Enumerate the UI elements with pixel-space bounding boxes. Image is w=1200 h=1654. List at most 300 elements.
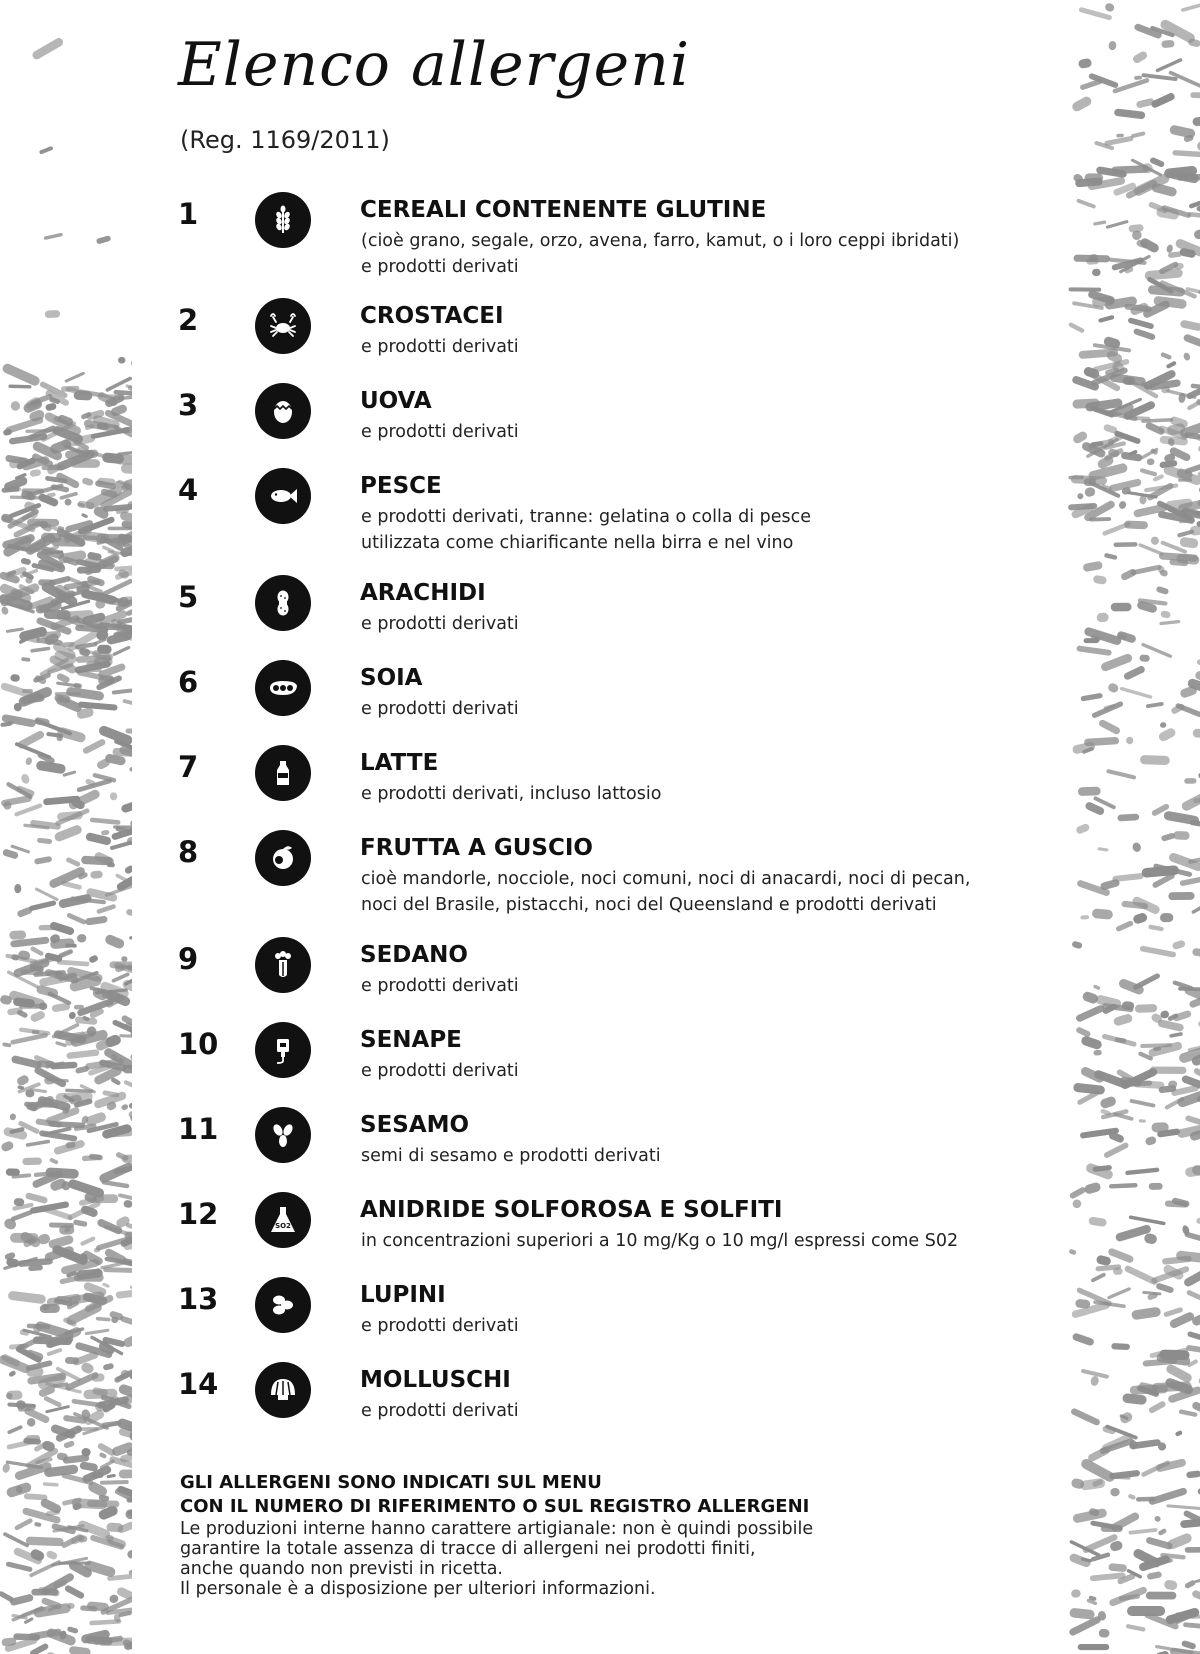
texture-stroke <box>1160 352 1172 360</box>
allergen-name: PESCE <box>360 473 442 499</box>
texture-stroke <box>1108 1586 1148 1607</box>
texture-stroke <box>3 1532 30 1548</box>
texture-stroke <box>1080 915 1089 920</box>
texture-stroke <box>1070 1407 1101 1426</box>
description-line: e prodotti derivati <box>361 1401 519 1421</box>
texture-stroke <box>1172 939 1187 950</box>
texture-stroke <box>1084 737 1119 746</box>
texture-stroke <box>1166 361 1177 370</box>
texture-stroke <box>1192 948 1200 960</box>
texture-stroke <box>58 1562 90 1565</box>
allergen-number: 10 <box>178 1027 219 1061</box>
texture-stroke <box>1157 727 1177 743</box>
texture-stroke <box>1078 58 1092 69</box>
svg-text:SO2: SO2 <box>275 1222 291 1230</box>
texture-stroke <box>1075 823 1090 835</box>
texture-stroke <box>1080 1035 1103 1051</box>
texture-stroke <box>1128 1528 1157 1535</box>
lupin-icon <box>255 1277 311 1333</box>
texture-stroke <box>1103 1142 1129 1159</box>
texture-stroke <box>1179 1409 1198 1417</box>
texture-stroke <box>1139 1119 1146 1123</box>
texture-stroke <box>1116 134 1124 138</box>
allergen-item <box>0 303 1050 393</box>
texture-stroke <box>1155 1282 1174 1293</box>
footer-note <box>180 1471 1000 1599</box>
texture-stroke <box>1071 95 1093 113</box>
footer-text: garantire la totale assenza di tracce di allergeni nei prodotti finiti, <box>180 1539 756 1559</box>
description-line: utilizzata come chiarificante nella birra e nel vino <box>361 533 794 553</box>
texture-stroke <box>67 1626 79 1634</box>
description-line: in concentrazioni superiori a 10 mg/Kg o 10 mg/l espressi come S02 <box>361 1231 959 1251</box>
texture-stroke <box>79 1461 98 1472</box>
description-line: e prodotti derivati <box>361 1061 519 1081</box>
texture-stroke <box>1069 287 1102 291</box>
texture-stroke <box>1108 1563 1127 1572</box>
texture-stroke <box>1109 1183 1138 1189</box>
texture-stroke <box>1129 1215 1166 1225</box>
texture-stroke <box>1140 755 1170 765</box>
texture-stroke <box>64 1584 86 1600</box>
texture-stroke <box>1148 924 1164 931</box>
texture-stroke <box>1091 701 1124 719</box>
texture-stroke <box>1118 500 1128 510</box>
allergen-number: 1 <box>178 197 199 231</box>
description-line: e prodotti derivati <box>361 699 519 719</box>
texture-stroke <box>1111 603 1132 612</box>
texture-stroke <box>1163 1579 1177 1591</box>
description-line: (cioè grano, segale, orzo, avena, farro, kamut, o i loro ceppi ibridati) <box>361 231 960 251</box>
texture-stroke <box>1076 198 1096 209</box>
texture-stroke <box>1110 1511 1141 1532</box>
texture-stroke <box>1113 1013 1134 1027</box>
allergen-number: 14 <box>178 1367 219 1401</box>
allergen-description <box>361 973 1041 999</box>
texture-stroke <box>14 1518 34 1531</box>
allergen-item <box>0 942 1050 1032</box>
texture-stroke <box>1114 1037 1126 1044</box>
celery-icon <box>255 937 311 993</box>
texture-stroke <box>1107 1247 1134 1264</box>
texture-stroke <box>1157 1528 1167 1536</box>
allergen-name: SOIA <box>360 665 423 691</box>
footer-heading: GLI ALLERGENI SONO INDICATI SUL MENU <box>180 1472 602 1493</box>
texture-stroke <box>1071 1589 1081 1598</box>
description-line: e prodotti derivati <box>361 976 519 996</box>
texture-stroke <box>31 36 65 60</box>
allergen-number: 9 <box>178 942 199 976</box>
texture-stroke <box>1080 1478 1106 1491</box>
texture-stroke <box>1147 1571 1163 1580</box>
texture-stroke <box>1108 40 1117 50</box>
texture-stroke <box>39 146 54 155</box>
texture-stroke <box>1161 832 1176 842</box>
texture-stroke <box>1104 553 1118 560</box>
texture-stroke <box>1122 1393 1147 1405</box>
texture-stroke <box>1133 328 1156 341</box>
allergen-description <box>361 1398 1041 1424</box>
texture-stroke <box>1185 1547 1200 1553</box>
allergen-number: 4 <box>178 473 199 507</box>
texture-stroke <box>1180 793 1200 813</box>
texture-stroke <box>1132 912 1148 925</box>
texture-stroke <box>1187 1331 1200 1347</box>
texture-stroke <box>1068 1249 1076 1256</box>
texture-stroke <box>1160 722 1167 728</box>
allergen-description <box>361 504 1041 556</box>
texture-stroke <box>2 1463 11 1474</box>
texture-stroke <box>107 1474 117 1479</box>
texture-stroke <box>1088 1216 1107 1227</box>
texture-stroke <box>1136 1497 1156 1502</box>
texture-stroke <box>1150 92 1176 109</box>
allergen-name: ARACHIDI <box>360 580 486 606</box>
texture-stroke <box>1165 1607 1200 1625</box>
allergen-number: 11 <box>178 1112 219 1146</box>
texture-stroke <box>128 1563 132 1575</box>
texture-stroke <box>1196 140 1200 152</box>
texture-stroke <box>1085 173 1104 182</box>
description-line: e prodotti derivati <box>361 257 519 277</box>
peanut-icon <box>255 575 311 631</box>
texture-stroke <box>1159 620 1180 625</box>
texture-stroke <box>1184 1579 1196 1589</box>
texture-stroke <box>1093 575 1108 585</box>
texture-stroke <box>1163 1307 1183 1318</box>
texture-stroke <box>1183 352 1192 362</box>
texture-stroke <box>1175 1430 1183 1437</box>
texture-stroke <box>1103 423 1118 434</box>
crab-icon <box>255 298 311 354</box>
texture-stroke <box>1168 1081 1177 1089</box>
texture-stroke <box>9 1593 34 1606</box>
soy-pod-icon <box>255 660 311 716</box>
texture-stroke <box>1077 492 1085 499</box>
texture-stroke <box>1120 568 1137 582</box>
texture-stroke <box>1076 645 1112 656</box>
texture-stroke <box>1160 610 1171 619</box>
texture-stroke <box>1193 729 1200 738</box>
texture-stroke <box>1147 458 1155 465</box>
texture-stroke <box>1172 150 1200 158</box>
shell-icon <box>255 1362 311 1418</box>
texture-stroke <box>1106 769 1137 780</box>
description-line: e prodotti derivati, tranne: gelatina o colla di pesce <box>361 507 812 527</box>
description-line: semi di sesamo e prodotti derivati <box>361 1146 661 1166</box>
mustard-icon <box>255 1022 311 1078</box>
texture-stroke <box>1129 1099 1155 1108</box>
texture-stroke <box>1173 831 1190 840</box>
allergen-item <box>0 580 1050 670</box>
allergen-name: CEREALI CONTENENTE GLUTINE <box>360 197 767 223</box>
texture-stroke <box>1156 586 1170 595</box>
texture-stroke <box>1139 654 1150 662</box>
texture-stroke <box>1145 1136 1158 1147</box>
allergen-number: 12 <box>178 1197 219 1231</box>
texture-stroke <box>1186 1470 1200 1478</box>
description-line: e prodotti derivati, incluso lattosio <box>361 784 662 804</box>
texture-stroke <box>1132 50 1149 64</box>
texture-stroke <box>1069 1186 1087 1200</box>
texture-stroke <box>1191 900 1200 915</box>
description-line: cioè mandorle, nocciole, noci comuni, noci di anacardi, noci di pecan, <box>361 869 971 889</box>
allergen-description <box>361 1058 1041 1084</box>
texture-stroke <box>1082 561 1103 573</box>
texture-stroke <box>1143 1232 1158 1245</box>
footer-text: Il personale è a disposizione per ulteriori informazioni. <box>180 1579 656 1599</box>
texture-stroke <box>1098 1629 1109 1638</box>
allergen-description <box>361 334 1041 360</box>
texture-stroke <box>1097 613 1109 623</box>
page-title: Elenco allergeni <box>178 30 691 100</box>
texture-stroke <box>1155 58 1183 73</box>
texture-stroke <box>1155 1650 1170 1654</box>
texture-stroke <box>1134 76 1142 80</box>
texture-stroke <box>1190 92 1200 98</box>
allergen-item <box>0 1282 1050 1372</box>
allergen-number: 13 <box>178 1282 219 1316</box>
egg-icon <box>255 383 311 439</box>
allergen-description <box>361 1143 1041 1169</box>
footer-text: anche quando non previsti in ricetta. <box>180 1559 503 1579</box>
texture-stroke <box>1146 1592 1177 1600</box>
texture-stroke <box>1127 317 1154 329</box>
texture-stroke <box>1146 482 1174 502</box>
texture-stroke <box>1090 1272 1106 1283</box>
allergen-description <box>361 866 1041 918</box>
description-line: e prodotti derivati <box>361 422 519 442</box>
texture-stroke <box>1131 131 1146 138</box>
texture-stroke <box>1181 1640 1197 1650</box>
texture-stroke <box>1183 333 1200 348</box>
milk-bottle-icon <box>255 745 311 801</box>
texture-stroke <box>1140 468 1158 477</box>
allergen-number: 6 <box>178 665 199 699</box>
texture-stroke <box>1100 653 1134 673</box>
allergen-name: UOVA <box>360 388 432 414</box>
texture-stroke <box>1193 226 1200 240</box>
texture-stroke <box>1148 1487 1188 1506</box>
texture-stroke <box>1092 269 1101 276</box>
allergen-item <box>0 1197 1050 1287</box>
allergen-item <box>0 665 1050 755</box>
fish-icon <box>255 468 311 524</box>
allergen-number: 5 <box>178 580 199 614</box>
allergen-number: 8 <box>178 835 199 869</box>
allergen-item <box>0 1112 1050 1202</box>
texture-stroke <box>1150 535 1161 546</box>
allergen-description <box>361 611 1041 637</box>
texture-stroke <box>39 925 62 931</box>
texture-stroke <box>1093 1050 1102 1056</box>
texture-stroke <box>1156 207 1180 221</box>
allergen-item <box>0 388 1050 478</box>
texture-stroke <box>1111 165 1149 174</box>
texture-stroke <box>1099 1095 1117 1109</box>
texture-stroke <box>1106 220 1129 229</box>
texture-stroke <box>1161 40 1174 48</box>
allergen-name: CROSTACEI <box>360 303 504 329</box>
allergen-item <box>0 1027 1050 1117</box>
texture-stroke <box>1068 322 1085 334</box>
texture-stroke <box>1128 1494 1137 1501</box>
texture-stroke <box>1135 1004 1158 1013</box>
texture-stroke <box>1139 945 1176 957</box>
texture-stroke <box>1114 108 1146 119</box>
texture-stroke <box>1169 1032 1183 1038</box>
texture-stroke <box>1086 257 1099 265</box>
texture-stroke <box>1126 737 1133 745</box>
texture-stroke <box>1104 2 1115 13</box>
allergen-description <box>361 419 1041 445</box>
texture-stroke <box>109 1594 120 1604</box>
texture-stroke <box>119 1469 132 1478</box>
texture-stroke <box>1097 847 1108 852</box>
texture-stroke <box>1185 1115 1200 1127</box>
texture-stroke <box>1072 1199 1081 1208</box>
texture-stroke <box>1181 2 1200 12</box>
texture-stroke <box>1084 486 1097 498</box>
texture-stroke <box>1110 1488 1119 1496</box>
texture-stroke <box>1191 1589 1200 1609</box>
texture-stroke <box>34 1522 41 1527</box>
texture-stroke <box>1073 1083 1105 1095</box>
footer-heading: CON IL NUMERO DI RIFERIMENTO O SUL REGISTRO ALLERGENI <box>180 1496 810 1517</box>
allergen-number: 2 <box>178 303 199 337</box>
texture-stroke <box>1196 1215 1200 1224</box>
allergen-description <box>361 781 1041 807</box>
texture-stroke <box>1085 1162 1114 1181</box>
texture-stroke <box>1166 1504 1200 1510</box>
texture-stroke <box>1112 873 1144 882</box>
texture-stroke <box>126 1549 132 1559</box>
allergen-item <box>0 835 1050 925</box>
texture-stroke <box>1168 892 1194 900</box>
texture-stroke <box>69 1646 91 1654</box>
allergen-item <box>0 197 1050 287</box>
texture-stroke <box>1149 1183 1163 1190</box>
allergen-number: 3 <box>178 388 199 422</box>
allergen-item <box>0 1367 1050 1457</box>
texture-stroke <box>1093 220 1106 226</box>
texture-stroke <box>1159 552 1199 562</box>
texture-stroke <box>1068 1552 1092 1568</box>
texture-stroke <box>1166 244 1174 254</box>
texture-stroke <box>1098 719 1122 736</box>
texture-stroke <box>26 1537 64 1547</box>
texture-stroke <box>1192 116 1200 126</box>
texture-stroke <box>129 929 132 940</box>
texture-stroke <box>1186 1289 1200 1308</box>
texture-stroke <box>1124 1265 1159 1286</box>
allergen-description <box>361 228 1041 280</box>
texture-stroke <box>1078 1644 1110 1650</box>
texture-stroke <box>1125 1167 1159 1175</box>
texture-stroke <box>1115 920 1134 932</box>
texture-stroke <box>1084 1181 1102 1194</box>
texture-stroke <box>1183 1622 1200 1630</box>
texture-stroke <box>1126 1624 1146 1632</box>
allergen-number: 7 <box>178 750 199 784</box>
texture-stroke <box>1092 908 1114 919</box>
description-line: e prodotti derivati <box>361 337 519 357</box>
texture-stroke <box>1107 1287 1131 1300</box>
texture-stroke <box>1098 315 1115 323</box>
texture-stroke <box>1148 1400 1167 1414</box>
texture-stroke <box>1069 1608 1095 1620</box>
texture-stroke <box>1072 1332 1095 1346</box>
texture-stroke <box>43 1482 59 1487</box>
nut-icon <box>255 830 311 886</box>
texture-pattern-right <box>1068 0 1200 1654</box>
texture-stroke <box>1146 702 1164 709</box>
texture-stroke <box>89 1619 121 1626</box>
allergen-name: MOLLUSCHI <box>360 1367 511 1393</box>
texture-stroke <box>1102 521 1132 536</box>
footer-text: Le produzioni interne hanno carattere artigianale: non è quindi possibile <box>180 1519 814 1539</box>
allergen-description <box>361 1313 1041 1339</box>
sesame-icon <box>255 1107 311 1163</box>
texture-stroke <box>1179 876 1200 886</box>
description-line: e prodotti derivati <box>361 1316 519 1336</box>
texture-stroke <box>1152 1381 1192 1392</box>
texture-stroke <box>1193 1067 1200 1077</box>
texture-stroke <box>1080 693 1103 702</box>
wheat-icon <box>255 192 311 248</box>
texture-stroke <box>9 930 26 939</box>
texture-stroke <box>1154 1515 1161 1522</box>
allergen-item <box>0 750 1050 840</box>
regulation-reference: (Reg. 1169/2011) <box>180 126 390 154</box>
texture-stroke <box>1093 984 1101 990</box>
texture-stroke <box>1089 517 1111 521</box>
texture-stroke <box>1180 320 1200 332</box>
texture-stroke <box>1160 913 1173 922</box>
texture-stroke <box>1114 542 1138 547</box>
texture-stroke <box>1123 665 1146 681</box>
allergen-name: LUPINI <box>360 1282 446 1308</box>
allergen-description <box>361 1228 1041 1254</box>
texture-stroke <box>1131 842 1142 853</box>
texture-stroke <box>1131 1307 1161 1321</box>
texture-stroke <box>1163 811 1200 826</box>
allergen-description <box>361 696 1041 722</box>
texture-stroke <box>5 1561 33 1572</box>
texture-stroke <box>1184 778 1196 784</box>
texture-stroke <box>1075 1026 1091 1038</box>
texture-stroke <box>1111 1343 1130 1350</box>
texture-stroke <box>1179 537 1199 549</box>
texture-stroke <box>1196 206 1200 213</box>
texture-stroke <box>1090 1375 1100 1387</box>
texture-stroke <box>1120 687 1153 700</box>
allergen-name: FRUTTA A GUSCIO <box>360 835 593 861</box>
description-line: e prodotti derivati <box>361 614 519 634</box>
allergen-name: LATTE <box>360 750 439 776</box>
allergen-name: ANIDRIDE SOLFOROSA E SOLFITI <box>360 1197 783 1223</box>
allergen-name: SEDANO <box>360 942 468 968</box>
so2-flask-icon <box>255 1192 311 1248</box>
texture-stroke <box>1071 941 1083 950</box>
description-line: noci del Brasile, pistacchi, noci del Queensland e prodotti derivati <box>361 895 937 915</box>
allergen-name: SENAPE <box>360 1027 462 1053</box>
texture-stroke <box>1107 682 1120 694</box>
texture-stroke <box>45 1550 58 1561</box>
texture-stroke <box>1118 978 1145 996</box>
texture-stroke <box>1075 1004 1106 1023</box>
texture-stroke <box>100 1480 129 1485</box>
allergen-name: SESAMO <box>360 1112 470 1138</box>
